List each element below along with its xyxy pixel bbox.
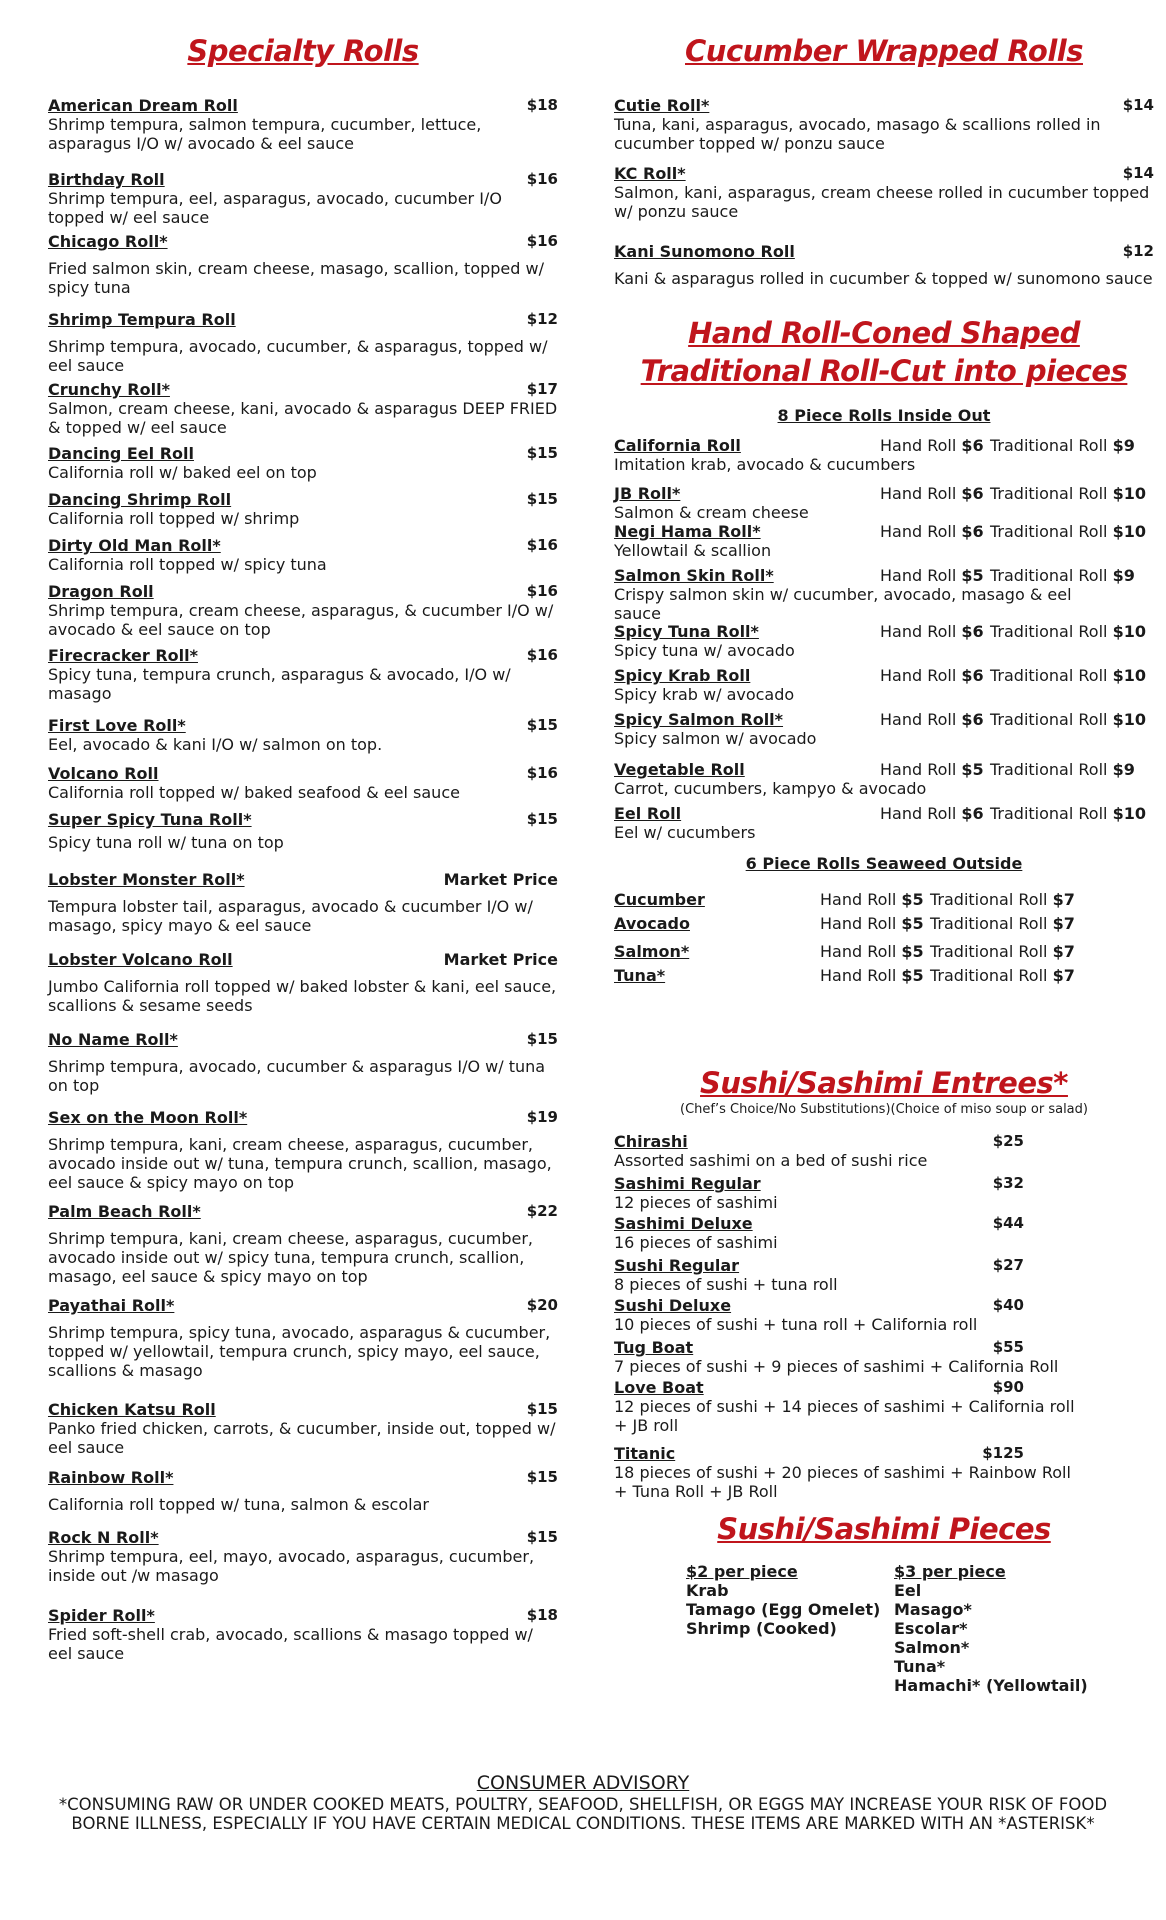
- roll-name: Rainbow Roll*: [48, 1468, 174, 1487]
- hand-roll-price: [880, 484, 984, 503]
- roll-description: California roll topped w/ shrimp: [48, 509, 300, 528]
- eight-piece-heading: 8 Piece Rolls Inside Out: [777, 406, 991, 425]
- roll-name: Rock N Roll*: [48, 1528, 159, 1547]
- hand-roll-price: [880, 760, 984, 779]
- roll-name: JB Roll*: [614, 484, 681, 503]
- hand-roll-price: [820, 942, 924, 961]
- traditional-roll-price: [930, 966, 1075, 985]
- entree-name: Sushi Deluxe: [614, 1296, 732, 1315]
- roll-price: $20: [526, 1296, 558, 1314]
- entree-description: 16 pieces of sashimi: [614, 1233, 778, 1252]
- specialty-roll-item: [48, 950, 558, 1015]
- traditional-roll-amount: $9: [1112, 566, 1135, 585]
- hand-roll-label: Hand Roll: [880, 804, 957, 823]
- cucumber-roll-item: [614, 96, 1154, 153]
- roll-price: $15: [526, 810, 558, 828]
- roll-name: Birthday Roll: [48, 170, 165, 189]
- hand-roll-amount: $5: [961, 760, 984, 779]
- entree-description: Assorted sashimi on a bed of sushi rice: [614, 1151, 928, 1170]
- entree-item: [614, 1214, 1024, 1252]
- traditional-roll-label: Traditional Roll: [990, 710, 1108, 729]
- roll-price: $18: [526, 1606, 558, 1624]
- specialty-roll-item: [48, 1528, 558, 1585]
- specialty-roll-item: [48, 1296, 558, 1380]
- traditional-roll-price: [990, 566, 1135, 585]
- roll-price: Market Price: [443, 870, 558, 889]
- specialty-roll-item: [48, 1108, 558, 1192]
- traditional-roll-price: [990, 622, 1146, 641]
- traditional-roll-price: [990, 760, 1135, 779]
- specialty-roll-item: [48, 96, 558, 153]
- traditional-roll-price: [990, 666, 1146, 685]
- hand-roll-price: [880, 710, 984, 729]
- roll-price: Market Price: [443, 950, 558, 969]
- roll-description: California roll w/ baked eel on top: [48, 463, 317, 482]
- roll-name: Cutie Roll*: [614, 96, 710, 115]
- roll-name: Dragon Roll: [48, 582, 154, 601]
- entree-item: [614, 1256, 1024, 1294]
- roll-description: Panko fried chicken, carrots, & cucumber, inside out, topped w/ eel sauce: [48, 1419, 556, 1457]
- roll-price: $12: [526, 310, 558, 328]
- three-dollar-header: $3 per piece: [894, 1562, 1006, 1581]
- traditional-roll-label: Traditional Roll: [930, 890, 1048, 909]
- roll-price: $15: [526, 716, 558, 734]
- roll-description: Crispy salmon skin w/ cucumber, avocado, masago & eel sauce: [614, 585, 1072, 623]
- entree-name: Sashimi Regular: [614, 1174, 761, 1193]
- hand-roll-label: Hand Roll: [880, 566, 957, 585]
- roll-name: Lobster Volcano Roll: [48, 950, 233, 969]
- specialty-roll-item: [48, 1030, 558, 1095]
- traditional-roll-label: Traditional Roll: [930, 914, 1048, 933]
- roll-description: California roll topped w/ tuna, salmon & escolar: [48, 1495, 429, 1514]
- roll-price: $15: [526, 444, 558, 462]
- roll-name: Chicago Roll*: [48, 232, 168, 251]
- two-dollar-header: $2 per piece: [686, 1562, 798, 1581]
- piece-item: Tuna*: [894, 1657, 946, 1676]
- roll-description: Yellowtail & scallion: [614, 541, 772, 560]
- roll-name: Cucumber: [614, 890, 705, 909]
- roll-description: Spicy tuna roll w/ tuna on top: [48, 833, 284, 852]
- roll-description: Shrimp tempura, avocado, cucumber, & asparagus, topped w/ eel sauce: [48, 337, 548, 375]
- roll-description: Tempura lobster tail, asparagus, avocado & cucumber I/O w/ masago, spicy mayo & eel sauce: [48, 897, 533, 935]
- hand-roll-amount: $5: [901, 890, 924, 909]
- entree-name: Sashimi Deluxe: [614, 1214, 753, 1233]
- hand-roll-label: Hand Roll: [820, 890, 897, 909]
- roll-name: Dirty Old Man Roll*: [48, 536, 221, 555]
- hand-roll-price: [820, 966, 924, 985]
- roll-description: Shrimp tempura, avocado, cucumber & asparagus I/O w/ tuna on top: [48, 1057, 546, 1095]
- specialty-roll-item: [48, 490, 558, 528]
- entree-description: 8 pieces of sushi + tuna roll: [614, 1275, 838, 1294]
- roll-description: Shrimp tempura, kani, cream cheese, asparagus, cucumber, avocado inside out w/ spicy tuna, tempura crunch, scallion, masago, eel sauce & spicy mayo on top: [48, 1229, 533, 1286]
- hand-roll-price: [880, 566, 984, 585]
- roll-name: Shrimp Tempura Roll: [48, 310, 236, 329]
- cucumber-roll-item: [614, 164, 1154, 221]
- hand-roll-label: Hand Roll: [880, 760, 957, 779]
- entree-price: $55: [992, 1338, 1024, 1356]
- traditional-roll-amount: $9: [1112, 760, 1135, 779]
- roll-price: $16: [526, 764, 558, 782]
- hand-roll-label: Hand Roll: [880, 436, 957, 455]
- roll-name: Salmon Skin Roll*: [614, 566, 774, 585]
- roll-name: Kani Sunomono Roll: [614, 242, 795, 261]
- specialty-roll-item: [48, 1202, 558, 1286]
- entree-name: Chirashi: [614, 1132, 688, 1151]
- entree-description: 12 pieces of sushi + 14 pieces of sashimi + California roll + JB roll: [614, 1397, 1075, 1435]
- hand-roll-price: [820, 890, 924, 909]
- roll-description: Salmon, cream cheese, kani, avocado & asparagus DEEP FRIED & topped w/ eel sauce: [48, 399, 558, 437]
- traditional-roll-price: [990, 436, 1135, 455]
- specialty-roll-item: [48, 380, 558, 437]
- roll-price: $18: [526, 96, 558, 114]
- hand-roll-price: [880, 436, 984, 455]
- hand-roll-title: Hand Roll-Coned Shaped: [688, 316, 1080, 350]
- hand-roll-label: Hand Roll: [820, 914, 897, 933]
- roll-price: $12: [1122, 242, 1154, 260]
- roll-description: Shrimp tempura, eel, mayo, avocado, asparagus, cucumber, inside out /w masago: [48, 1547, 535, 1585]
- entree-description: 7 pieces of sushi + 9 pieces of sashimi + California Roll: [614, 1357, 1059, 1376]
- roll-price: $15: [526, 1030, 558, 1048]
- roll-description: Eel w/ cucumbers: [614, 823, 756, 842]
- roll-description: Spicy tuna, tempura crunch, asparagus & avocado, I/O w/ masago: [48, 665, 511, 703]
- hand-roll-price: [880, 666, 984, 685]
- piece-item: Eel: [894, 1581, 922, 1600]
- roll-description: Imitation krab, avocado & cucumbers: [614, 455, 916, 474]
- roll-name: Spicy Krab Roll: [614, 666, 751, 685]
- hand-roll-amount: $5: [901, 942, 924, 961]
- roll-description: Spicy krab w/ avocado: [614, 685, 795, 704]
- roll-name: Salmon*: [614, 942, 690, 961]
- advisory-title: CONSUMER ADVISORY: [476, 1772, 690, 1794]
- hand-roll-amount: $6: [961, 666, 984, 685]
- specialty-roll-item: [48, 444, 558, 482]
- hand-roll-label: Hand Roll: [880, 666, 957, 685]
- roll-description: Shrimp tempura, spicy tuna, avocado, asparagus & cucumber, topped w/ yellowtail, tempura crunch, spicy mayo, eel sauce, scallions & masago: [48, 1323, 551, 1380]
- roll-description: California roll topped w/ baked seafood & eel sauce: [48, 783, 460, 802]
- specialty-rolls-title: Specialty Rolls: [187, 34, 419, 68]
- roll-name: Tuna*: [614, 966, 666, 985]
- hand-roll-price: [820, 914, 924, 933]
- specialty-roll-item: [48, 1400, 558, 1457]
- entree-name: Sushi Regular: [614, 1256, 740, 1275]
- roll-name: First Love Roll*: [48, 716, 186, 735]
- entree-item: [614, 1378, 1075, 1435]
- roll-name: Spider Roll*: [48, 1606, 155, 1625]
- roll-name: Spicy Tuna Roll*: [614, 622, 759, 641]
- traditional-roll-amount: $10: [1112, 522, 1146, 541]
- piece-item: Escolar*: [894, 1619, 968, 1638]
- specialty-roll-item: [48, 1468, 558, 1514]
- entree-item: [614, 1444, 1071, 1501]
- roll-price: $16: [526, 170, 558, 188]
- hand-roll-label: Hand Roll: [820, 966, 897, 985]
- traditional-roll-amount: $7: [1052, 890, 1075, 909]
- roll-name: Sex on the Moon Roll*: [48, 1108, 248, 1127]
- traditional-roll-price: [990, 710, 1146, 729]
- traditional-roll-price: [930, 942, 1075, 961]
- roll-description: Tuna, kani, asparagus, avocado, masago & scallions rolled in cucumber topped w/ ponzu sauce: [614, 115, 1101, 153]
- roll-price: $15: [526, 1468, 558, 1486]
- traditional-roll-label: Traditional Roll: [990, 522, 1108, 541]
- roll-price: $15: [526, 1528, 558, 1546]
- traditional-roll-price: [930, 914, 1075, 933]
- piece-item: Hamachi* (Yellowtail): [894, 1676, 1088, 1695]
- roll-price: $15: [526, 1400, 558, 1418]
- traditional-roll-label: Traditional Roll: [990, 666, 1108, 685]
- roll-description: Shrimp tempura, kani, cream cheese, asparagus, cucumber, avocado inside out w/ tuna, tempura crunch, scallion, masago, eel sauce & spicy mayo on top: [48, 1135, 552, 1192]
- roll-description: Kani & asparagus rolled in cucumber & topped w/ sunomono sauce: [614, 269, 1153, 288]
- specialty-roll-item: [48, 232, 558, 297]
- advisory-text: *CONSUMING RAW OR UNDER COOKED MEATS, POULTRY, SEAFOOD, SHELLFISH, OR EGGS MAY INCREASE YOUR RISK OF FOOD BORNE ILLNESS, ESPECIALLY IF YOU HAVE CERTAIN MEDICAL CONDITIONS. THESE ITEMS ARE MARKED WITH AN *ASTERISK*: [58, 1795, 1108, 1833]
- roll-price: $22: [526, 1202, 558, 1220]
- entree-name: Love Boat: [614, 1378, 704, 1397]
- two-dollar-pieces: [686, 1562, 880, 1638]
- roll-price: $14: [1122, 164, 1154, 182]
- entree-price: $125: [982, 1444, 1024, 1462]
- hand-roll-label: Hand Roll: [880, 710, 957, 729]
- specialty-roll-item: [48, 646, 558, 703]
- traditional-roll-label: Traditional Roll: [990, 566, 1108, 585]
- hand-roll-label: Hand Roll: [880, 484, 957, 503]
- roll-name: Crunchy Roll*: [48, 380, 170, 399]
- traditional-roll-amount: $7: [1052, 966, 1075, 985]
- traditional-roll-price: [990, 522, 1146, 541]
- specialty-roll-item: [48, 764, 558, 802]
- roll-name: KC Roll*: [614, 164, 686, 183]
- roll-name: Chicken Katsu Roll: [48, 1400, 216, 1419]
- roll-price: $16: [526, 232, 558, 250]
- roll-name: Vegetable Roll: [614, 760, 745, 779]
- piece-item: Masago*: [894, 1600, 972, 1619]
- traditional-roll-label: Traditional Roll: [990, 760, 1108, 779]
- roll-price: $16: [526, 582, 558, 600]
- roll-name: Lobster Monster Roll*: [48, 870, 245, 889]
- roll-price: $16: [526, 646, 558, 664]
- piece-item: Tamago (Egg Omelet): [686, 1600, 881, 1619]
- traditional-roll-label: Traditional Roll: [930, 942, 1048, 961]
- roll-price: $19: [526, 1108, 558, 1126]
- hand-roll-label: Hand Roll: [880, 622, 957, 641]
- specialty-roll-item: [48, 1606, 558, 1663]
- roll-name: California Roll: [614, 436, 741, 455]
- roll-description: Carrot, cucumbers, kampyo & avocado: [614, 779, 927, 798]
- specialty-roll-item: [48, 716, 558, 754]
- cucumber-rolls-title: Cucumber Wrapped Rolls: [685, 34, 1083, 68]
- roll-price: $15: [526, 490, 558, 508]
- entree-price: $90: [992, 1378, 1024, 1396]
- traditional-roll-label: Traditional Roll: [930, 966, 1048, 985]
- hand-roll-price: [880, 622, 984, 641]
- hand-roll-amount: $5: [961, 566, 984, 585]
- roll-description: Shrimp tempura, cream cheese, asparagus, & cucumber I/O w/ avocado & eel sauce on top: [48, 601, 554, 639]
- traditional-roll-amount: $10: [1112, 804, 1146, 823]
- piece-item: Salmon*: [894, 1638, 970, 1657]
- hand-roll-amount: $6: [961, 522, 984, 541]
- traditional-roll-amount: $10: [1112, 710, 1146, 729]
- hand-roll-label: Hand Roll: [880, 522, 957, 541]
- roll-name: Eel Roll: [614, 804, 682, 823]
- specialty-roll-item: [48, 870, 558, 935]
- roll-name: Firecracker Roll*: [48, 646, 198, 665]
- roll-description: Spicy tuna w/ avocado: [614, 641, 795, 660]
- cucumber-roll-item: [614, 242, 1154, 288]
- roll-name: Volcano Roll: [48, 764, 159, 783]
- entree-item: [614, 1174, 1024, 1212]
- traditional-roll-label: Traditional Roll: [990, 804, 1108, 823]
- traditional-roll-price: [990, 804, 1146, 823]
- roll-description: Spicy salmon w/ avocado: [614, 729, 817, 748]
- roll-name: No Name Roll*: [48, 1030, 178, 1049]
- traditional-roll-label: Traditional Roll: [990, 622, 1108, 641]
- roll-name: Negi Hama Roll*: [614, 522, 761, 541]
- hand-roll-price: [880, 804, 984, 823]
- hand-roll-amount: $6: [961, 436, 984, 455]
- hand-roll-amount: $6: [961, 710, 984, 729]
- traditional-roll-amount: $10: [1112, 666, 1146, 685]
- specialty-roll-item: [48, 810, 558, 852]
- roll-description: Eel, avocado & kani I/O w/ salmon on top.: [48, 735, 383, 754]
- consumer-advisory: [40, 1774, 1126, 1833]
- entree-price: $25: [992, 1132, 1024, 1150]
- roll-price: $17: [526, 380, 558, 398]
- entrees-title: Sushi/Sashimi Entrees*: [700, 1066, 1068, 1100]
- specialty-roll-item: [48, 170, 558, 227]
- roll-description: Fried salmon skin, cream cheese, masago, scallion, topped w/ spicy tuna: [48, 259, 544, 297]
- roll-name: Payathai Roll*: [48, 1296, 175, 1315]
- roll-name: American Dream Roll: [48, 96, 238, 115]
- roll-description: Shrimp tempura, salmon tempura, cucumber, lettuce, asparagus I/O w/ avocado & eel sauce: [48, 115, 482, 153]
- traditional-roll-amount: $10: [1112, 484, 1146, 503]
- hand-roll-amount: $5: [901, 914, 924, 933]
- roll-price: $14: [1122, 96, 1154, 114]
- traditional-roll-amount: $9: [1112, 436, 1135, 455]
- entree-name: Tug Boat: [614, 1338, 694, 1357]
- roll-price: $16: [526, 536, 558, 554]
- traditional-roll-label: Traditional Roll: [990, 484, 1108, 503]
- entree-description: 18 pieces of sushi + 20 pieces of sashimi + Rainbow Roll + Tuna Roll + JB Roll: [614, 1463, 1071, 1501]
- six-piece-heading: 6 Piece Rolls Seaweed Outside: [745, 854, 1023, 873]
- roll-description: Fried soft-shell crab, avocado, scallions & masago topped w/ eel sauce: [48, 1625, 533, 1663]
- entree-price: $32: [992, 1174, 1024, 1192]
- entree-item: [614, 1296, 1024, 1334]
- roll-description: Salmon & cream cheese: [614, 503, 809, 522]
- roll-name: Dancing Shrimp Roll: [48, 490, 232, 509]
- hand-roll-amount: $6: [961, 804, 984, 823]
- roll-name: Super Spicy Tuna Roll*: [48, 810, 252, 829]
- entree-item: [614, 1338, 1059, 1376]
- three-dollar-pieces: [894, 1562, 1088, 1695]
- hand-roll-amount: $6: [961, 622, 984, 641]
- specialty-roll-item: [48, 536, 558, 574]
- entree-description: 12 pieces of sashimi: [614, 1193, 778, 1212]
- piece-item: Krab: [686, 1581, 729, 1600]
- roll-description: Salmon, kani, asparagus, cream cheese rolled in cucumber topped w/ ponzu sauce: [614, 183, 1150, 221]
- entree-price: $27: [992, 1256, 1024, 1274]
- entree-description: 10 pieces of sushi + tuna roll + California roll: [614, 1315, 978, 1334]
- pieces-title: Sushi/Sashimi Pieces: [717, 1512, 1051, 1546]
- entree-name: Titanic: [614, 1444, 676, 1463]
- roll-description: Jumbo California roll topped w/ baked lobster & kani, eel sauce, scallions & sesame seeds: [48, 977, 557, 1015]
- roll-name: Spicy Salmon Roll*: [614, 710, 784, 729]
- roll-name: Dancing Eel Roll: [48, 444, 194, 463]
- hand-roll-price: [880, 522, 984, 541]
- roll-description: California roll topped w/ spicy tuna: [48, 555, 327, 574]
- hand-roll-label: Hand Roll: [820, 942, 897, 961]
- specialty-roll-item: [48, 582, 558, 639]
- hand-roll-amount: $5: [901, 966, 924, 985]
- entree-item: [614, 1132, 1024, 1170]
- traditional-roll-amount: $7: [1052, 914, 1075, 933]
- hand-roll-amount: $6: [961, 484, 984, 503]
- entree-price: $40: [992, 1296, 1024, 1314]
- traditional-roll-price: [990, 484, 1146, 503]
- specialty-roll-item: [48, 310, 558, 375]
- traditional-roll-label: Traditional Roll: [990, 436, 1108, 455]
- roll-name: Palm Beach Roll*: [48, 1202, 201, 1221]
- roll-name: Avocado: [614, 914, 690, 933]
- traditional-roll-amount: $7: [1052, 942, 1075, 961]
- traditional-roll-price: [930, 890, 1075, 909]
- roll-description: Shrimp tempura, eel, asparagus, avocado, cucumber I/O topped w/ eel sauce: [48, 189, 502, 227]
- entree-price: $44: [992, 1214, 1024, 1232]
- entrees-note: (Chef’s Choice/No Substitutions)(Choice of miso soup or salad): [680, 1102, 1088, 1117]
- traditional-roll-amount: $10: [1112, 622, 1146, 641]
- traditional-roll-title: Traditional Roll-Cut into pieces: [640, 354, 1128, 388]
- piece-item: Shrimp (Cooked): [686, 1619, 837, 1638]
